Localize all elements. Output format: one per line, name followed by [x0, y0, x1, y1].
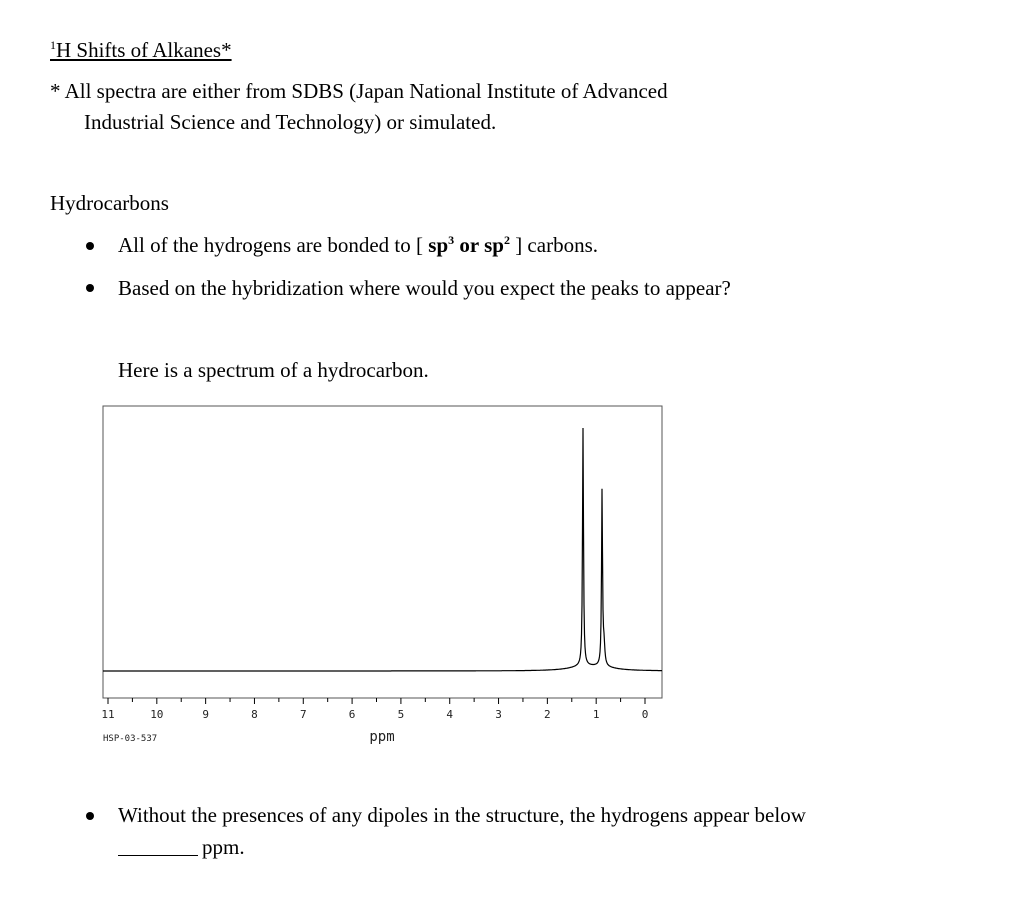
sp3-sup: 3: [448, 233, 455, 247]
x-tick-label-1: 1: [592, 708, 600, 721]
section-heading: Hydrocarbons: [50, 191, 169, 215]
note-star: *: [50, 79, 61, 103]
ppm-unit: ppm.: [202, 835, 245, 859]
or-label: or: [454, 233, 485, 257]
x-tick-label-3: 3: [495, 708, 502, 721]
x-tick-label-0: 0: [641, 708, 649, 721]
x-tick-label-6: 6: [348, 708, 356, 721]
spectrum-frame: [103, 406, 662, 698]
x-tick-label-9: 9: [202, 708, 209, 721]
note-text-line1: All spectra are either from SDBS (Japan National Institute of Advanced: [64, 79, 668, 103]
x-tick-label-5: 5: [397, 708, 405, 721]
source-note-line2: Industrial Science and Technology) or simulated.: [84, 110, 497, 134]
title-superscript: 1: [50, 38, 56, 52]
sp3-label: sp: [428, 233, 449, 257]
x-tick-label-10: 10: [150, 708, 164, 721]
x-tick-label-4: 4: [446, 708, 454, 721]
spectrum-code-label: HSP-03-537: [103, 734, 158, 744]
sp2-sup: 2: [503, 233, 510, 247]
sp2-label: sp: [484, 233, 504, 257]
bullet1-pre: All of the hydrogens are bonded to [: [118, 233, 429, 257]
title-text: H Shifts of Alkanes*: [56, 38, 232, 62]
bullet-dot-3: [86, 812, 94, 820]
x-axis-label: ppm: [369, 729, 395, 745]
x-tick-label-8: 8: [251, 708, 258, 721]
fill-in-blank[interactable]: [118, 837, 198, 856]
spectrum-caption: Here is a spectrum of a hydrocarbon.: [118, 358, 429, 382]
x-axis-tick-labels: [101, 708, 648, 721]
x-tick-label-7: 7: [299, 708, 307, 721]
bullet-text-3-line2: [118, 835, 245, 860]
x-tick-label-2: 2: [544, 708, 551, 721]
x-tick-label-11: 11: [101, 708, 115, 721]
bullet-text-3: Without the presences of any dipoles in the structure, the hydrogens appear below: [118, 803, 806, 827]
x-axis-ticks: [108, 698, 645, 704]
bullet1-post: ] carbons.: [509, 233, 598, 257]
bullet-text-2: Based on the hybridization where would you expect the peaks to appear?: [118, 276, 731, 300]
